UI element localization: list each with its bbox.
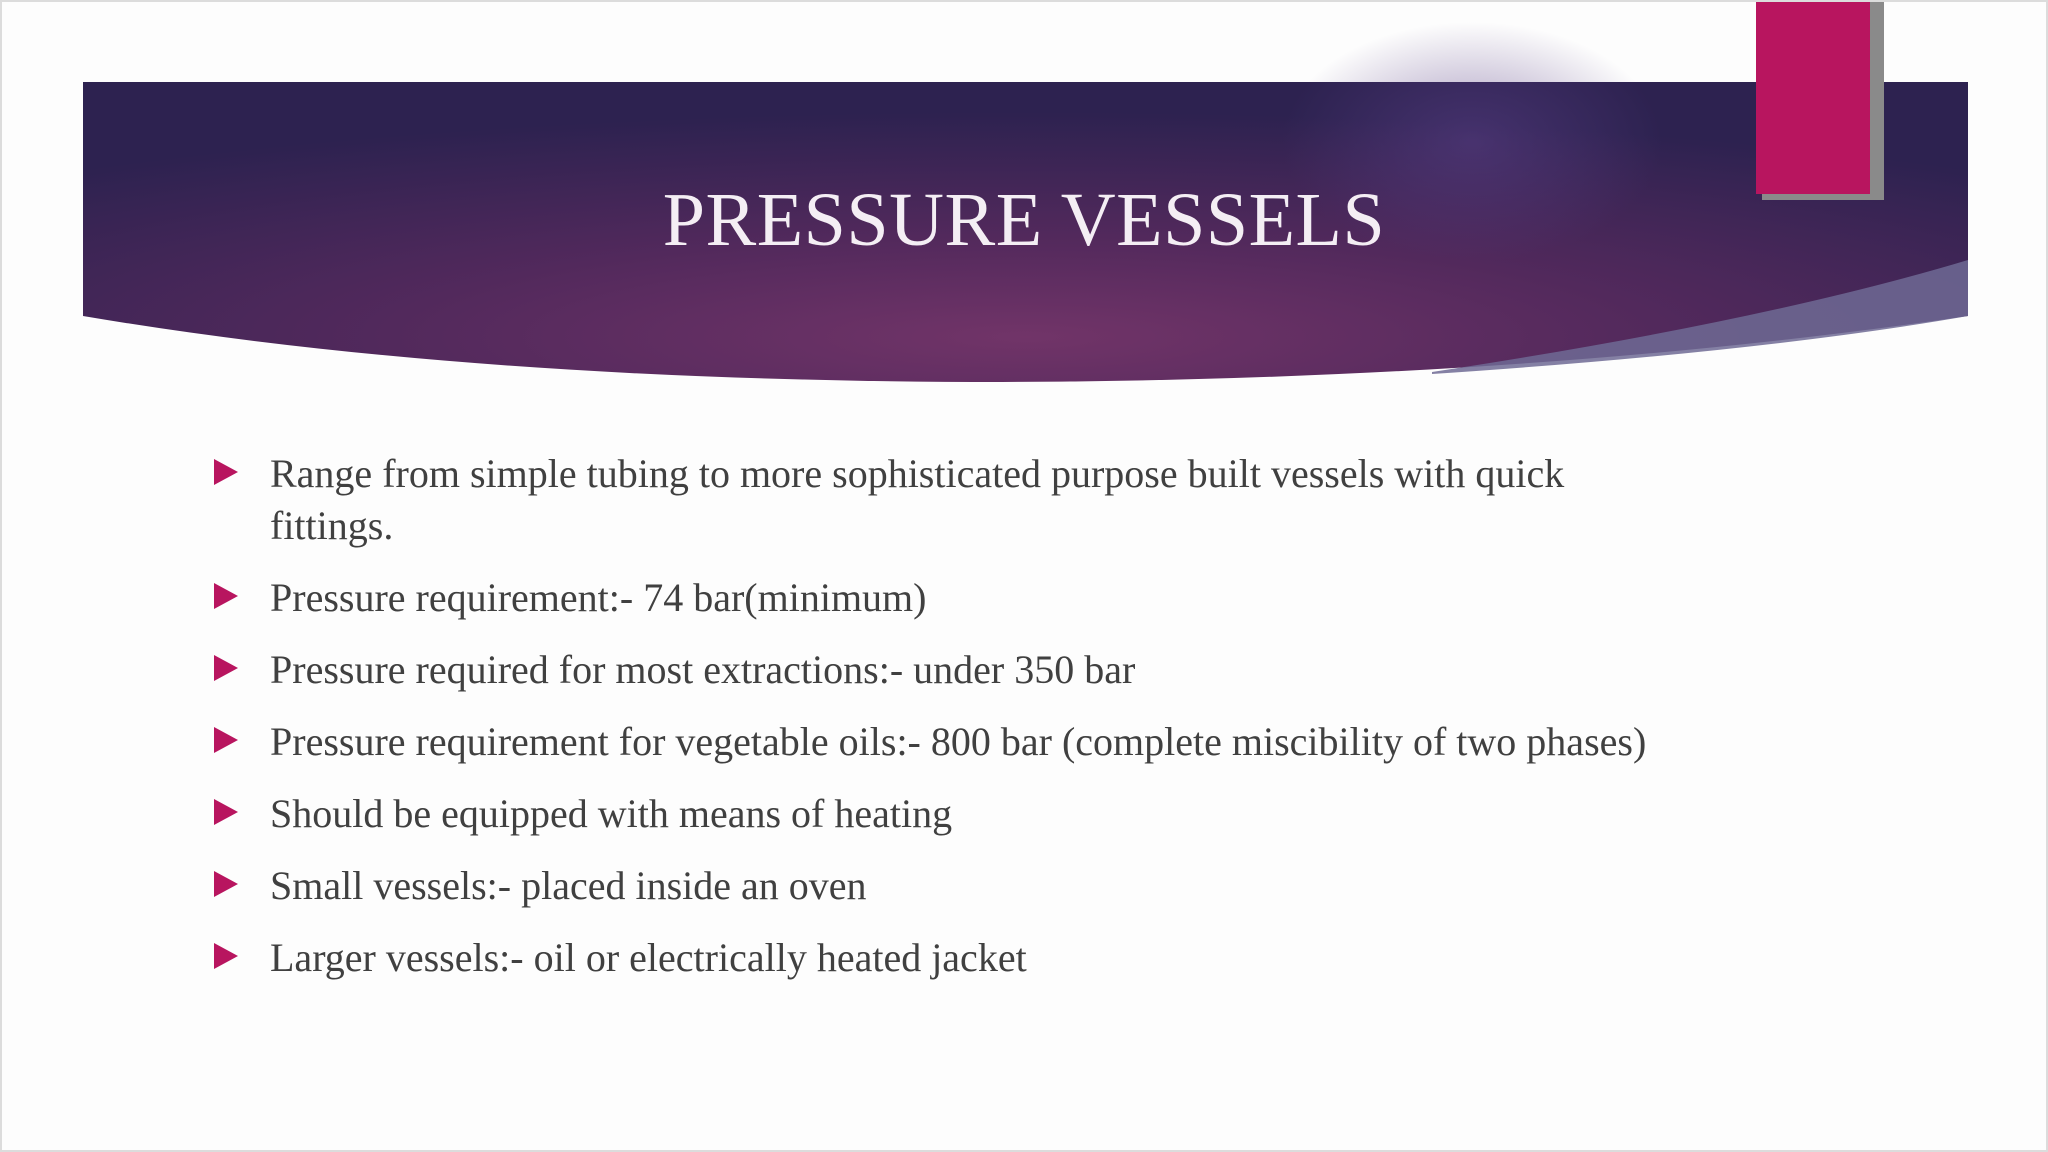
bullet-item xyxy=(212,716,1692,768)
triangle-bullet-icon xyxy=(214,943,238,969)
triangle-bullet-icon xyxy=(214,727,238,753)
bullet-list xyxy=(212,448,1692,1004)
bullet-text: Pressure requirement:- 74 bar(minimum) xyxy=(270,575,927,620)
bullet-text: Pressure required for most extractions:- under 350 bar xyxy=(270,647,1136,692)
bullet-item xyxy=(212,860,1692,912)
triangle-bullet-icon xyxy=(214,459,238,485)
bullet-text: Small vessels:- placed inside an oven xyxy=(270,863,867,908)
bullet-text: Larger vessels:- oil or electrically heated jacket xyxy=(270,935,1027,980)
accent-tab xyxy=(1756,2,1870,194)
triangle-bullet-icon xyxy=(214,799,238,825)
bullet-text: Pressure requirement for vegetable oils:- 800 bar (complete miscibility of two phases) xyxy=(270,719,1647,764)
triangle-bullet-icon xyxy=(214,655,238,681)
bullet-text: Range from simple tubing to more sophisticated purpose built vessels with quick fittings. xyxy=(270,451,1565,548)
bullet-item xyxy=(212,448,1692,552)
bullet-item xyxy=(212,788,1692,840)
slide-title: PRESSURE VESSELS xyxy=(662,178,1386,262)
triangle-bullet-icon xyxy=(214,871,238,897)
bullet-item xyxy=(212,932,1692,984)
bullet-item xyxy=(212,644,1692,696)
bullet-text: Should be equipped with means of heating xyxy=(270,791,953,836)
triangle-bullet-icon xyxy=(214,583,238,609)
bullet-item xyxy=(212,572,1692,624)
